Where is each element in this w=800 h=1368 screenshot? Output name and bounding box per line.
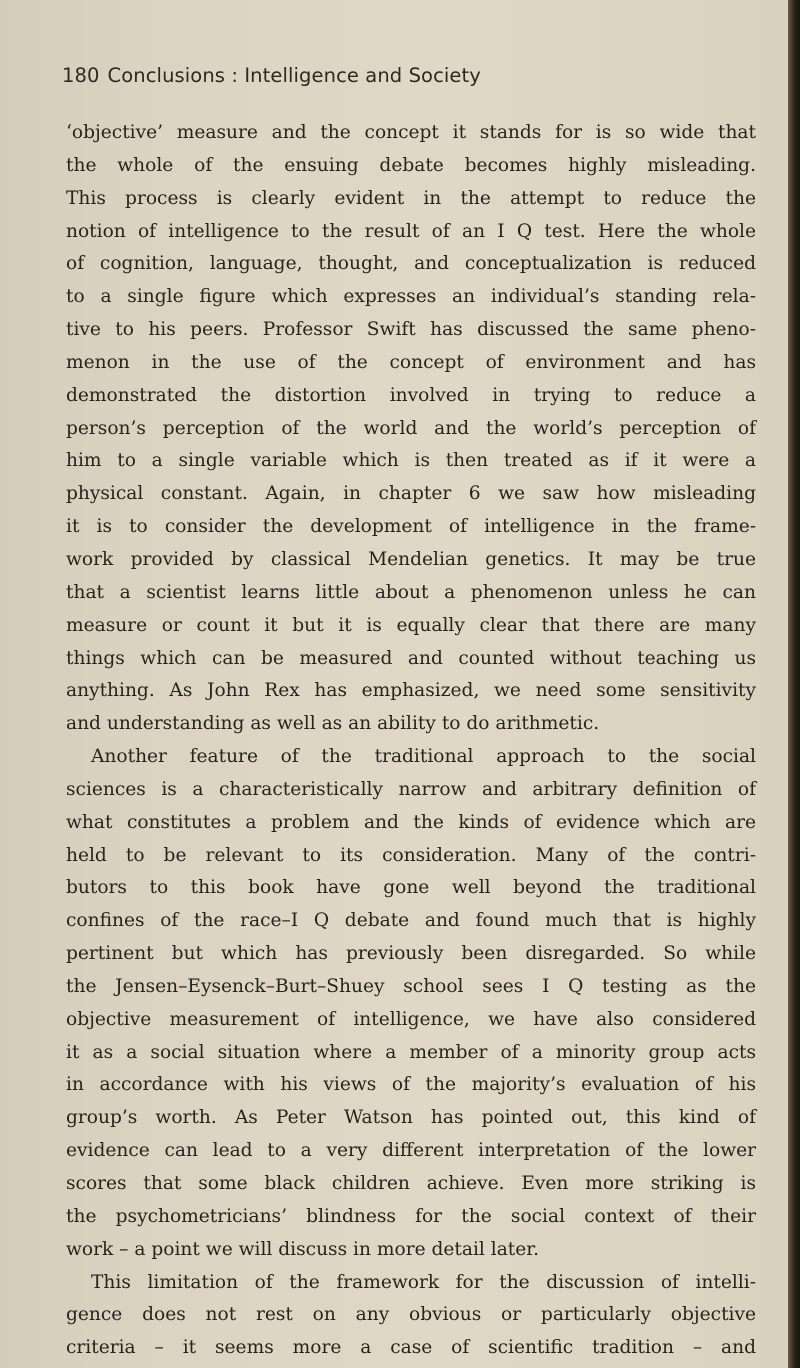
text-line-35: work – a point we will discuss in more detail later. <box>66 1238 540 1260</box>
text-line-18: anything. As John Rex has emphasized, we need some sensitivity <box>66 680 756 702</box>
chapter-title: Conclusions : Intelligence and Society <box>107 64 481 87</box>
text-line-3: This process is clearly evident in the attempt to reduce the <box>66 187 756 209</box>
text-line-15: that a scientist learns little about a phenomenon unless he can <box>66 581 756 603</box>
text-line-16: measure or count it but it is equally clear that there are many <box>66 614 756 636</box>
page-number: 180 <box>62 64 100 87</box>
text-line-10: person’s perception of the world and the world’s perception of <box>66 417 756 439</box>
text-line-7: tive to his peers. Professor Swift has discussed the same pheno- <box>66 319 756 341</box>
book-spine-edge <box>788 0 800 1368</box>
text-line-25: confines of the race–I Q debate and found much that is highly <box>66 910 756 932</box>
text-line-4: notion of intelligence to the result of an I Q test. Here the whole <box>66 220 756 242</box>
text-line-22: what constitutes a problem and the kinds of evidence which are <box>66 811 756 833</box>
text-line-11: him to a single variable which is then treated as if it were a <box>66 450 756 472</box>
text-line-28: objective measurement of intelligence, we have also considered <box>66 1008 756 1030</box>
text-line-36: This limitation of the framework for the discussion of intelli- <box>91 1271 756 1293</box>
text-line-27: the Jensen–Eysenck–Burt–Shuey school sees I Q testing as the <box>66 975 756 997</box>
text-line-14: work provided by classical Mendelian genetics. It may be true <box>66 548 756 570</box>
text-line-30: in accordance with his views of the majority’s evaluation of his <box>66 1074 756 1096</box>
text-line-13: it is to consider the development of intelligence in the frame- <box>66 516 756 538</box>
text-line-37: gence does not rest on any obvious or particularly objective <box>66 1304 756 1326</box>
text-line-19: and understanding as well as an ability to do arithmetic. <box>66 713 600 735</box>
text-line-1: ‘objective’ measure and the concept it stands for is so wide that <box>66 122 756 143</box>
text-line-33: scores that some black children achieve. Even more striking is <box>66 1173 756 1194</box>
text-line-23: held to be relevant to its consideration. Many of the contri- <box>66 844 756 866</box>
text-line-24: butors to this book have gone well beyond the traditional <box>66 877 756 899</box>
text-line-9: demonstrated the distortion involved in trying to reduce a <box>66 384 756 406</box>
text-line-29: it as a social situation where a member of a minority group acts <box>66 1041 756 1063</box>
text-line-21: sciences is a characteristically narrow and arbitrary definition of <box>66 778 756 800</box>
text-line-5: of cognition, language, thought, and conceptualization is reduced <box>66 253 756 275</box>
text-line-34: the psychometricians’ blindness for the social context of their <box>66 1205 756 1227</box>
text-line-8: menon in the use of the concept of environment and has <box>66 351 756 373</box>
running-head <box>62 64 481 87</box>
text-line-6: to a single figure which expresses an individual’s standing rela- <box>66 286 756 308</box>
text-line-17: things which can be measured and counted without teaching us <box>66 647 756 669</box>
text-line-12: physical constant. Again, in chapter 6 we saw how misleading <box>66 483 756 505</box>
text-line-32: evidence can lead to a very different interpretation of the lower <box>66 1140 756 1162</box>
text-line-31: group’s worth. As Peter Watson has pointed out, this kind of <box>66 1107 756 1129</box>
text-line-2: the whole of the ensuing debate becomes highly misleading. <box>66 154 756 176</box>
text-line-26: pertinent but which has previously been disregarded. So while <box>66 943 756 965</box>
body-text <box>66 117 756 1365</box>
text-line-20: Another feature of the traditional approach to the social <box>91 746 756 768</box>
text-line-38: criteria – it seems more a case of scientific tradition – and <box>66 1337 756 1359</box>
